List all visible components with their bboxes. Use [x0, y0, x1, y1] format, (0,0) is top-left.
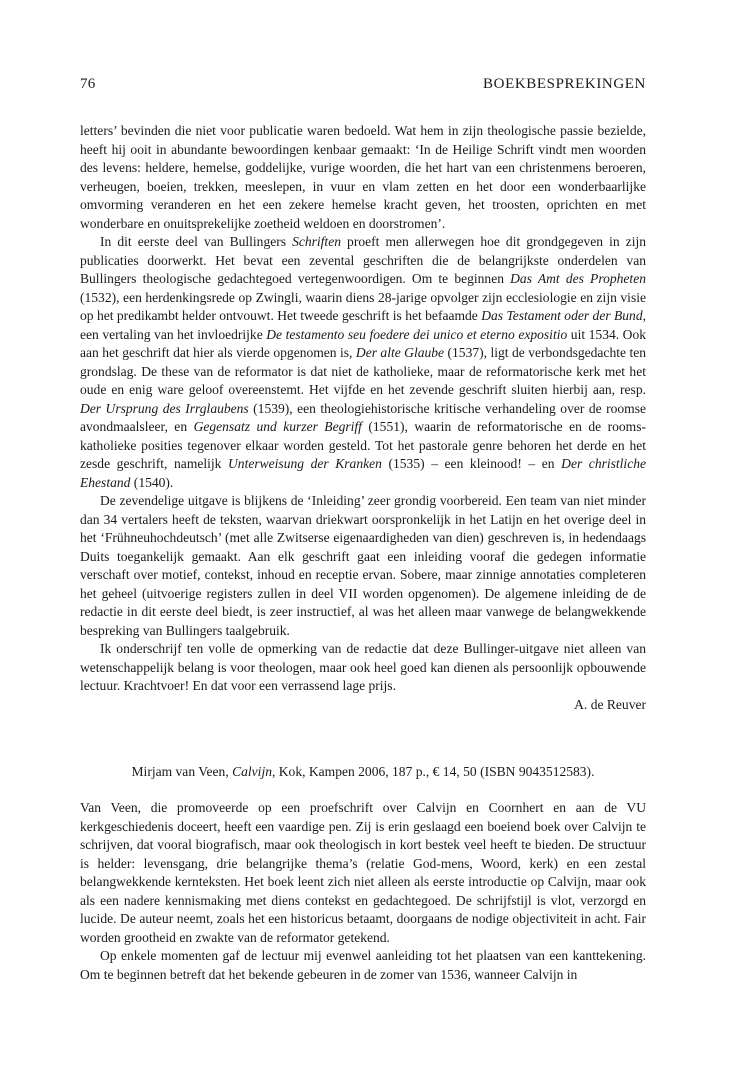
review-2-paragraph-1: Van Veen, die promoveerde op een proefschrift over Calvijn en Coornhert en aan de VU kerkgeschiedenis doceert, heeft een vaardige pen. Zij is erin geslaagd een boeiend boek over Calvijn te schrijven, dat vooral biografisch, maar ook theologisch in kort bestek veel heeft te bieden. De structuur is helder: levensgang, drie belangrijke thema’s (relatie God-mens, Woord, kerk) en een zestal belangwekkende kernteksten. Het boek leent zich niet alleen als eerste introductie op Calvijn, maar ook als een nadere kennismaking met diens contekst en gedachtegoed. De schrijfstijl is vlot, verzorgd en lucide. De auteur neemt, zoals het een historicus betaamt, doorgaans de nodige objectiviteit in acht. Fair worden grootheid en zwakte van de reformator getekend.	[80, 800, 646, 945]
italic-title: Das Testament oder der Bund	[481, 308, 643, 323]
running-head	[80, 76, 646, 96]
review-2-paragraph-2: Op enkele momenten gaf de lectuur mij evenwel aanleiding tot het plaatsen van een kanttekening. Om te beginnen betreft dat het bekende gebeuren in de zomer van 1536, wanneer Calvijn in	[80, 948, 646, 982]
text-run: , Kok, Kampen 2006, 187 p., € 14, 50 (ISBN 9043512583).	[271, 764, 595, 779]
italic-title: Der Ursprung des Irrglaubens	[80, 400, 249, 416]
review-1-paragraph-4: Ik onderschrijf ten volle de opmerking van de redactie dat deze Bullinger-uitgave niet alleen van wetenschappelijk belang is voor theologen, maar ook heel goed kan dienen als persoonlijk opbouwende lectuur. Krachtvoer! En dat voor een verrassend lage prijs.	[80, 641, 646, 693]
italic-title: Calvijn	[232, 764, 272, 779]
review-2-body	[80, 799, 646, 984]
italic-title: Das Amt des Propheten	[510, 271, 646, 286]
review-1-paragraph-3: De zevendelige uitgave is blijkens de ‘Inleiding’ zeer grondig voorbereid. Een team van niet minder dan 34 vertalers heeft de teksten, waarvan driekwart oorspronkelijk in het Latijn en het overige deel in het ‘Frühneuhochdeutsch’ (met alle Zwitserse eigenaardigheden van dien) geschreven is, in hedendaags Duits toegankelijk gemaakt. Aan elk geschrift gaat een inleiding vooraf die gedegen informatie verschaft over motief, contekst, inhoud en receptie ervan. Sobere, maar zinnige annotaties completeren het geheel (uitvoerige registers zullen in deel VII worden opgenomen). De algemene inleiding de de redactie in dit eerste deel biedt, is zeer instructief, al was het alleen maar vanwege de belangwekkende bespreking van Bullingers taalgebruik.	[80, 493, 646, 638]
text-run: , een vertaling van het invloedrijke	[80, 308, 646, 342]
text-run: (1540).	[130, 474, 174, 490]
text-run: uit 1534. Ook aan het geschrift dat hier als vierde opgenomen is,	[80, 326, 647, 360]
page-number: 76	[80, 76, 96, 92]
text-run: proeft men allerwegen hoe dit grondgegeven in zijn publicaties doorwerkt. Het bevat een zevental geschriften die de belangrijkste onderdelen van Bullingers theologische gedachtegoed vertegenwoordigen. Om te beginnen	[80, 234, 646, 286]
review-1-paragraph-1: letters’ bevinden die niet voor publicatie waren bedoeld. Wat hem in zijn theologische passie bezielde, heeft hij ooit in abundante bewoordingen kenbaar gemaakt: ‘In de Heilige Schrift vindt men woorden des levens: heldere, hemelse, goddelijke, vurige woorden, die het hart van een christenmens beroeren, verheugen, boeien, trekken, meeslepen, in vuur en vlam zetten en het door een wonderbaarlijke omvorming veranderen en het een zekere hemelse kracht geven, het troosten, oprichten en met wonderbare en onuitsprekelijke zoetheid weldoen en doorstromen’.	[80, 123, 646, 231]
review-1-body	[80, 122, 646, 714]
review-1-paragraph-2	[80, 233, 646, 492]
italic-title: Der alte Glaube	[355, 345, 445, 360]
reviewer-signature: A. de Reuver	[574, 696, 646, 712]
text-run: (1535) – een kleinood! – en	[381, 456, 562, 471]
section-title: BOEKBESPREKINGEN	[483, 76, 646, 92]
italic-title: Unterweisung der Kranken	[228, 456, 382, 471]
italic-title: Gegensatz und kurzer Begriff	[193, 419, 362, 434]
text-run: (1532), een herdenkingsrede op Zwingli, waarin diens 28-jarige opvolger zijn ecclesiologie en zijn visie op het predikambt helder ontvouwt. Het tweede geschrift is het befaamde	[80, 289, 646, 323]
text-run: (1551), waarin de reformatorische en de rooms-katholieke posities tegenover elkaar worden gesteld. Tot het pastorale genre behoren het derde en het zesde geschrift, namelijk	[80, 419, 646, 471]
italic-title: Der christliche Ehestand	[80, 456, 646, 490]
italic-title: De testamento seu foedere dei unico et eterno expositio	[266, 326, 568, 342]
text-run: In dit eerste deel van Bullingers	[100, 234, 293, 249]
text-run: (1539), een theologiehistorische kritische verhandeling over de roomse avondmaalsleer, en	[80, 400, 646, 434]
review-2-bibliographic-heading	[80, 763, 646, 782]
text-run: (1537), ligt de verbondsgedachte ten grondslag. De these van de reformator is dat niet de katholieke, maar de reformatorische kerk met het oude en enig ware geloof overeenstemt. Het vijfde en het zevende geschrift sluiten hierbij aan, resp.	[80, 345, 646, 397]
italic-title: Schriften	[292, 234, 341, 249]
text-run: Mirjam van Veen,	[131, 764, 233, 779]
